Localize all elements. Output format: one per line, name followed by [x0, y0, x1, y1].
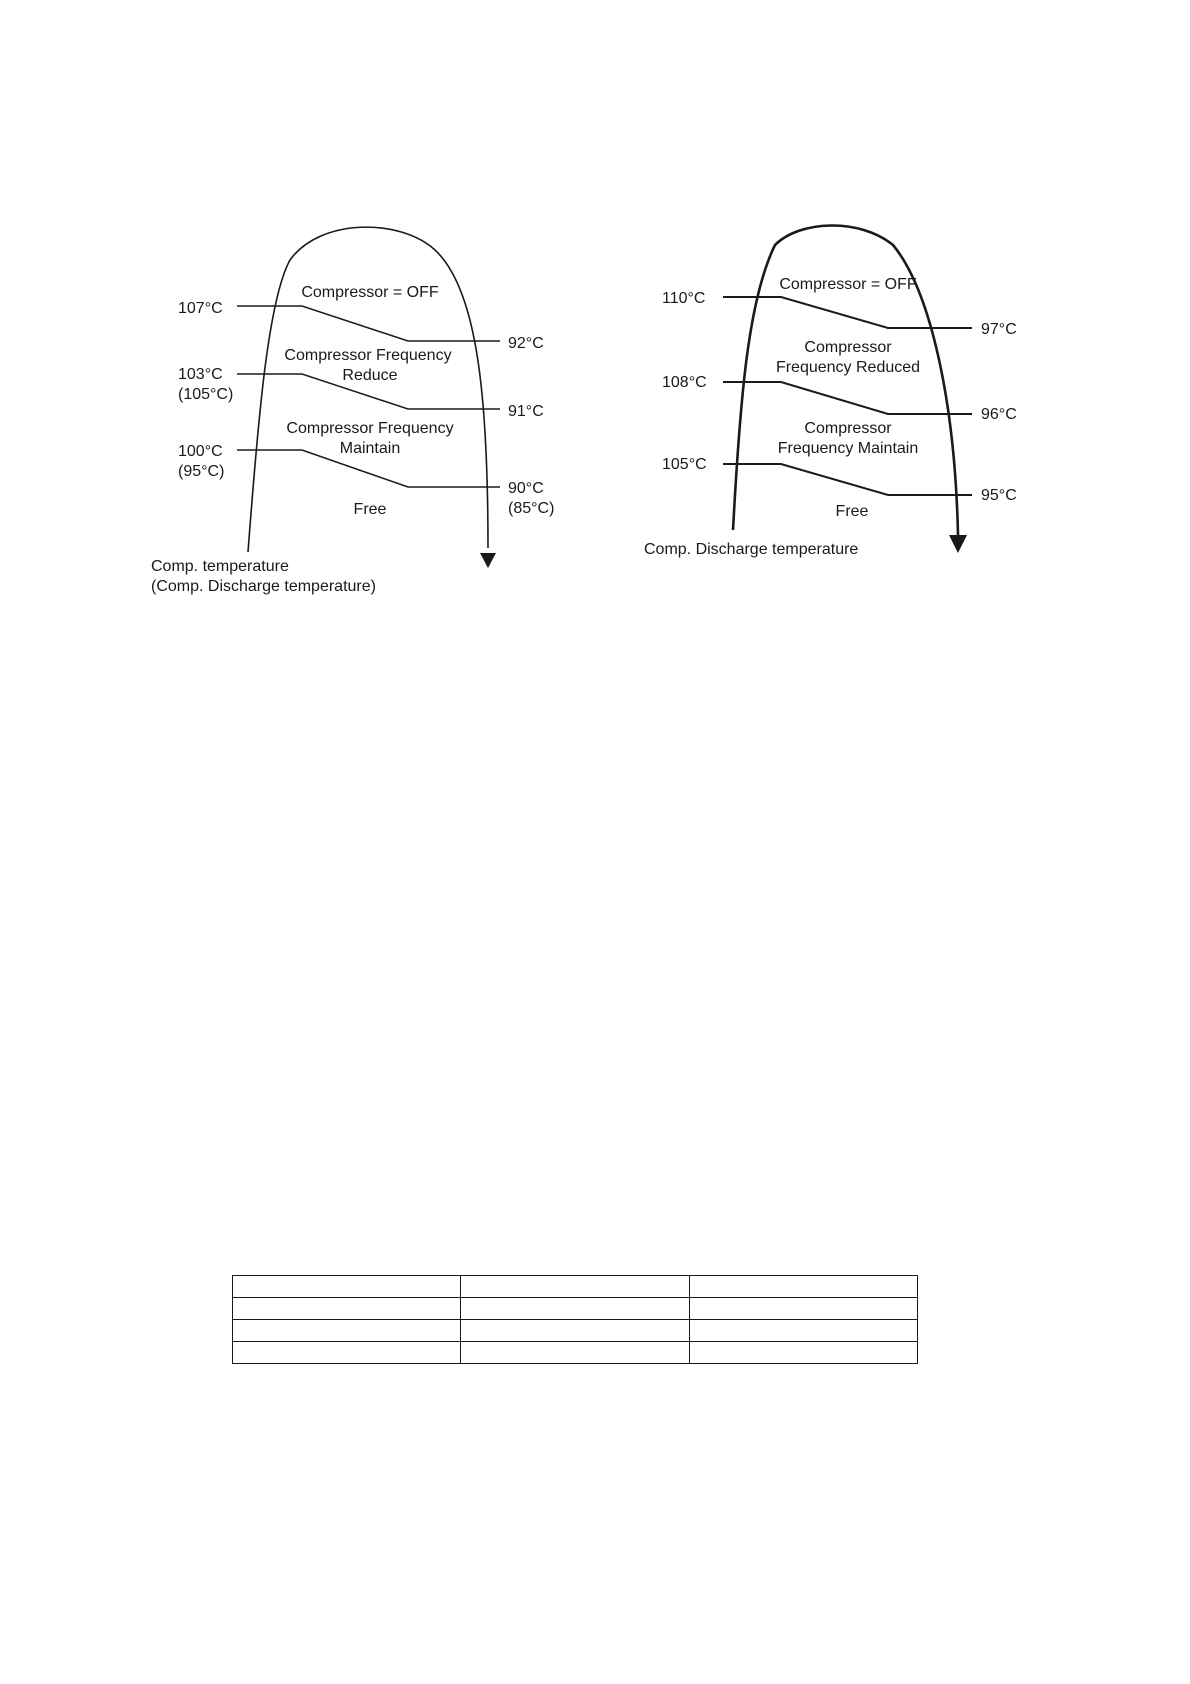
table-cell	[233, 1342, 461, 1364]
table-cell	[689, 1298, 917, 1320]
table-cell	[689, 1276, 917, 1298]
left-zone-free: Free	[353, 501, 387, 518]
right-curve-arrowhead	[949, 535, 967, 553]
right-falling-temp-2: 96°C	[981, 406, 1017, 423]
left-curve-arrowhead	[480, 553, 496, 568]
table-cell	[461, 1276, 689, 1298]
right-threshold-line-3	[723, 464, 972, 495]
left-falling-temp-1: 92°C	[508, 335, 544, 352]
left-rising-temp-2-alt: (105°C)	[178, 386, 234, 403]
left-zone-maintain-line1: Compressor Frequency	[286, 420, 454, 437]
right-threshold-line-2	[723, 382, 972, 414]
left-falling-temp-3-alt: (85°C)	[508, 500, 555, 517]
right-zone-maintain-line2: Frequency Maintain	[777, 440, 919, 457]
table-row	[233, 1276, 918, 1298]
right-falling-temp-1: 97°C	[981, 321, 1017, 338]
right-temperature-curve	[733, 225, 958, 535]
table-cell	[461, 1320, 689, 1342]
right-zone-reduced-line1: Compressor	[804, 339, 892, 356]
left-threshold-line-1	[237, 306, 500, 341]
left-zone-off: Compressor = OFF	[301, 284, 439, 301]
left-falling-temp-3: 90°C	[508, 480, 544, 497]
empty-table	[232, 1275, 918, 1364]
table-cell	[233, 1298, 461, 1320]
right-rising-temp-2: 108°C	[662, 374, 707, 391]
left-rising-temp-1: 107°C	[178, 300, 223, 317]
right-threshold-line-1	[723, 297, 972, 328]
right-diagram	[644, 225, 1017, 558]
right-rising-temp-1: 110°C	[662, 290, 706, 307]
table-cell	[689, 1320, 917, 1342]
left-zone-maintain-line2: Maintain	[339, 440, 401, 457]
left-caption-line2: (Comp. Discharge temperature)	[151, 578, 376, 595]
right-caption: Comp. Discharge temperature	[644, 541, 859, 558]
table-cell	[461, 1342, 689, 1364]
left-zone-reduce-line2: Reduce	[342, 367, 398, 384]
left-zone-reduce-line1: Compressor Frequency	[284, 347, 452, 364]
right-zone-reduced-line2: Frequency Reduced	[775, 359, 921, 376]
right-zone-free: Free	[835, 503, 869, 520]
table-cell	[461, 1298, 689, 1320]
right-zone-maintain-line1: Compressor	[804, 420, 892, 437]
table-cell	[233, 1276, 461, 1298]
left-diagram	[151, 227, 554, 595]
table-row	[233, 1320, 918, 1342]
right-rising-temp-3: 105°C	[662, 456, 707, 473]
left-falling-temp-2: 91°C	[508, 403, 544, 420]
left-caption-line1: Comp. temperature	[151, 558, 289, 575]
right-falling-temp-3: 95°C	[981, 487, 1017, 504]
right-zone-off: Compressor = OFF	[779, 276, 917, 293]
left-rising-temp-2: 103°C	[178, 366, 223, 383]
table-cell	[689, 1342, 917, 1364]
left-rising-temp-3: 100°C	[178, 443, 223, 460]
table-row	[233, 1342, 918, 1364]
table-row	[233, 1298, 918, 1320]
left-rising-temp-3-alt: (95°C)	[178, 463, 225, 480]
table-cell	[233, 1320, 461, 1342]
